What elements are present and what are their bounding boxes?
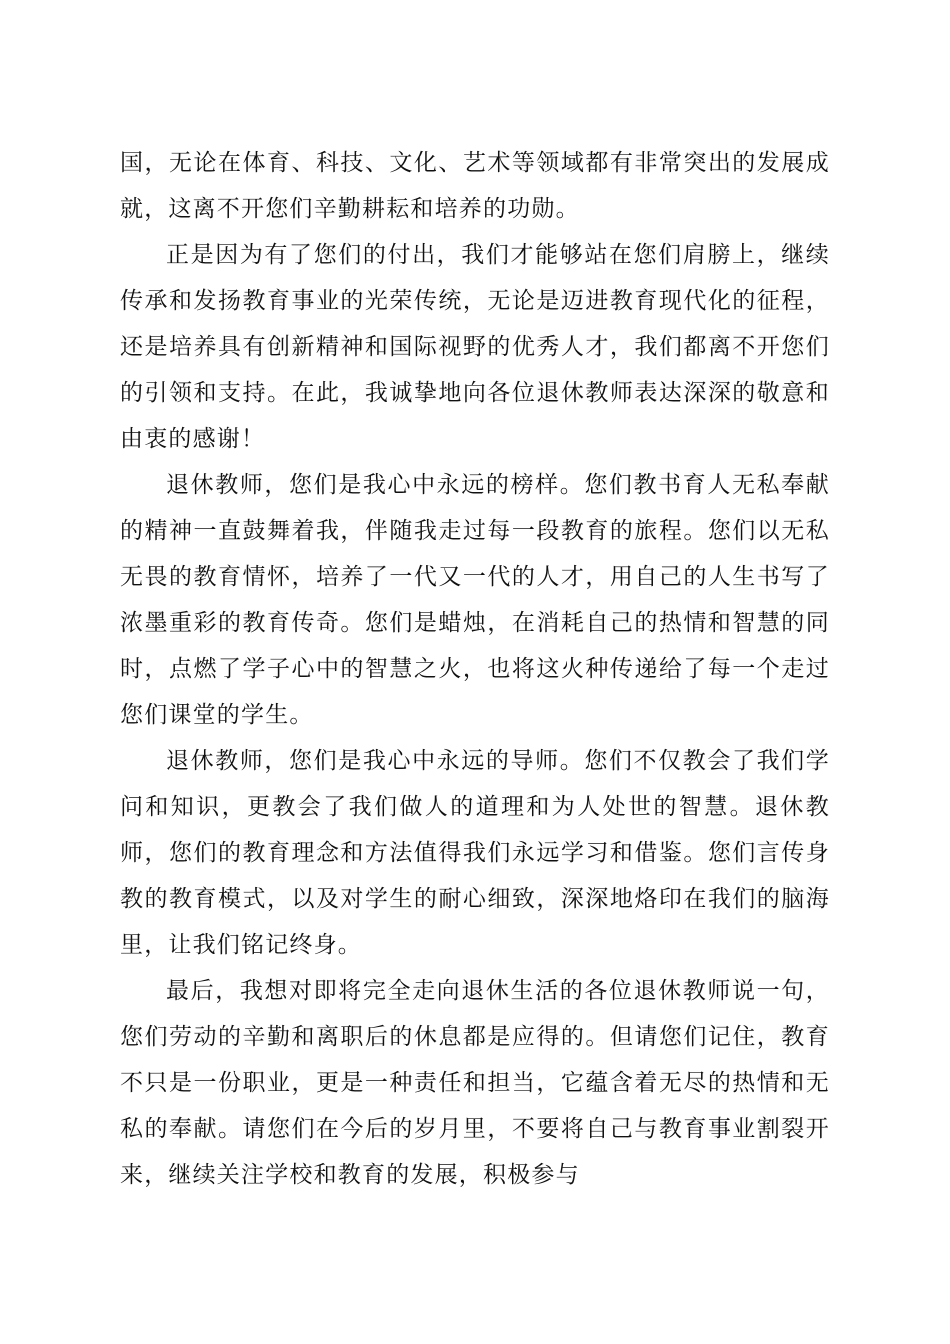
paragraph-continued: 国，无论在体育、科技、文化、艺术等领域都有非常突出的发展成就，这离不开您们辛勤耕耘和培养的功勋。	[120, 150, 830, 222]
paragraph: 退休教师，您们是我心中永远的榜样。您们教书育人无私奉献的精神一直鼓舞着我，伴随我走过每一段教育的旅程。您们以无私无畏的教育情怀，培养了一代又一代的人才，用自己的人生书写了浓墨重彩的教育传奇。您们是蜡烛，在消耗自己的热情和智慧的同时，点燃了学子心中的智慧之火，也将这火种传递给了每一个走过您们课堂的学生。	[120, 472, 830, 728]
paragraph: 正是因为有了您们的付出，我们才能够站在您们肩膀上，继续传承和发扬教育事业的光荣传统，无论是迈进教育现代化的征程，还是培养具有创新精神和国际视野的优秀人才，我们都离不开您们的引领和支持。在此，我诚挚地向各位退休教师表达深深的敬意和由衷的感谢！	[120, 242, 830, 452]
body-text	[120, 140, 830, 1198]
paragraph: 退休教师，您们是我心中永远的导师。您们不仅教会了我们学问和知识，更教会了我们做人的道理和为人处世的智慧。退休教师，您们的教育理念和方法值得我们永远学习和借鉴。您们言传身教的教育模式，以及对学生的耐心细致，深深地烙印在我们的脑海里，让我们铭记终身。	[120, 748, 830, 958]
paragraph: 最后，我想对即将完全走向退休生活的各位退休教师说一句，您们劳动的辛勤和离职后的休息都是应得的。但请您们记住，教育不只是一份职业，更是一种责任和担当，它蕴含着无尽的热情和无私的奉献。请您们在今后的岁月里，不要将自己与教育事业割裂开来，继续关注学校和教育的发展，积极参与	[120, 978, 830, 1188]
